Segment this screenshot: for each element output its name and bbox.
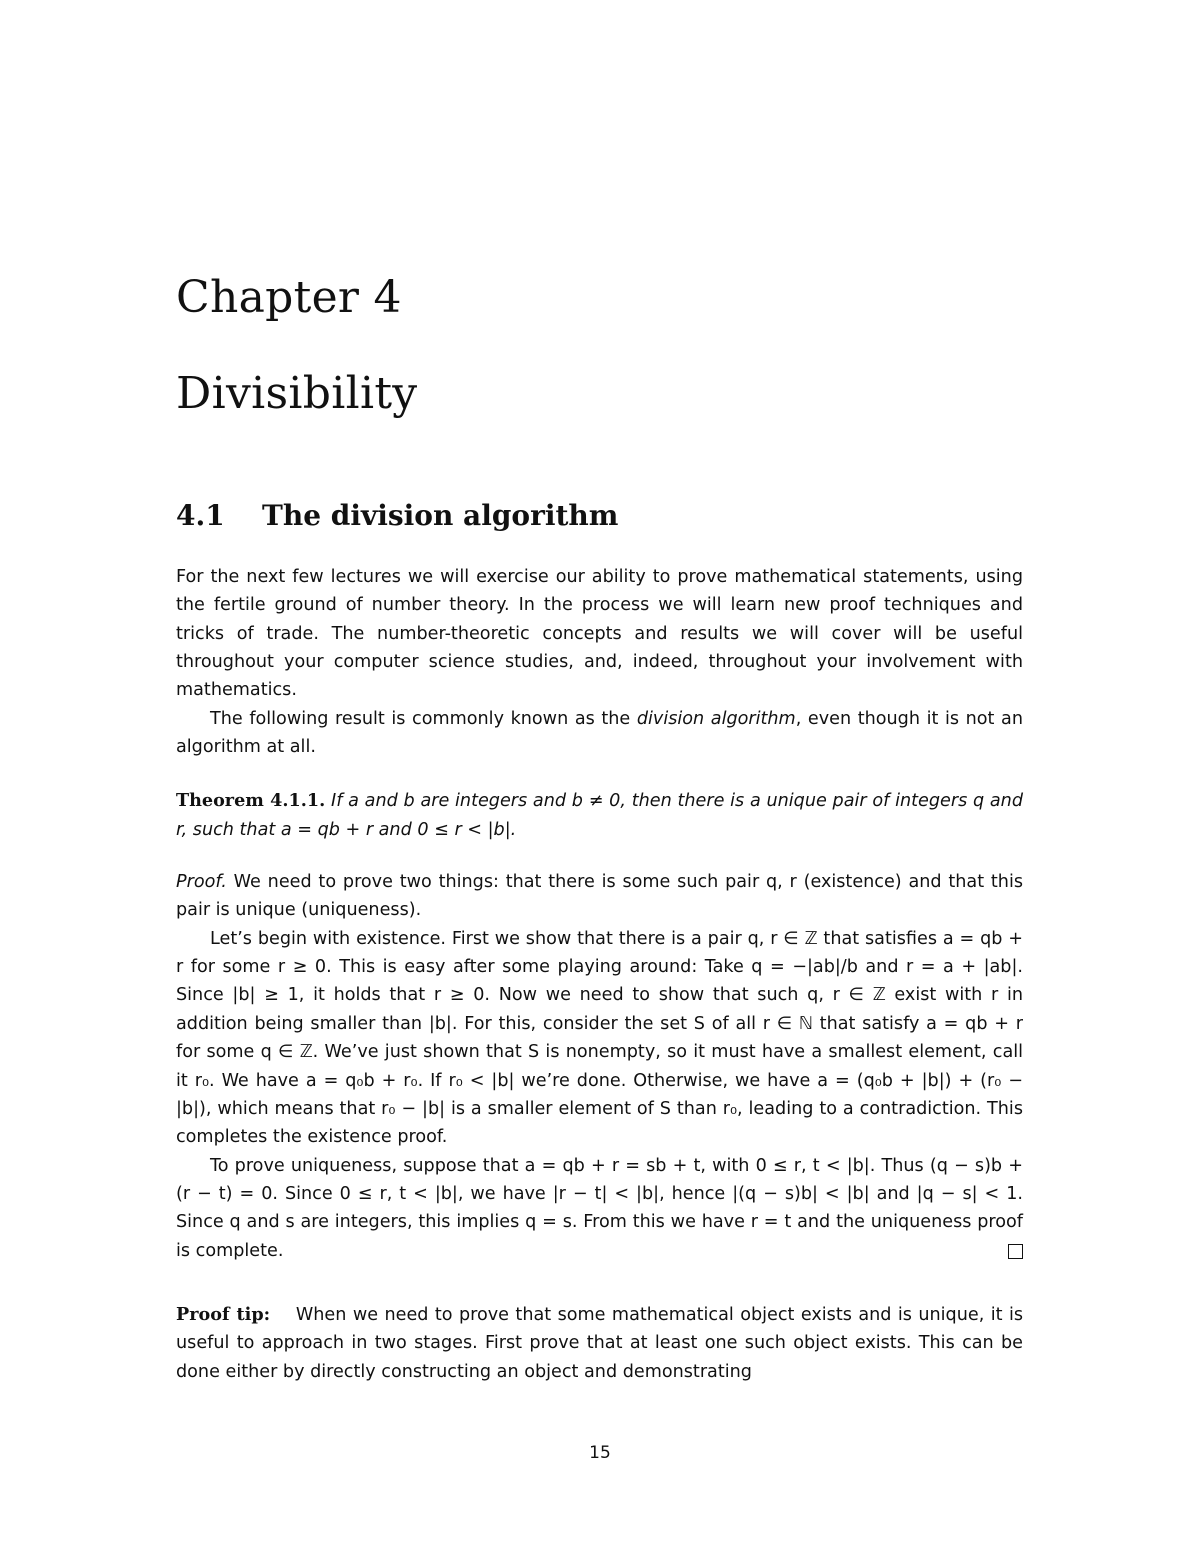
proof-tip bbox=[176, 1301, 1023, 1386]
body-text bbox=[176, 563, 1023, 1386]
paragraph-text-before: The following result is commonly known as the bbox=[210, 708, 637, 729]
theorem-label: Theorem 4.1.1. bbox=[176, 790, 326, 812]
proof-text-3: To prove uniqueness, suppose that a = qb + r = sb + t, with 0 ≤ r, t < |b|. Thus (q − s)b + (r − t) = 0. Since 0 ≤ r, t < |b|, we have |r − t| < |b|, hence |(q − s)b| < |b| and |q − s| < 1. Since q and s are integers, this implies q = s. From this we have r = t and the uniqueness proof is complete. bbox=[176, 1155, 1023, 1261]
proof-paragraph-2: Let’s begin with existence. First we show that there is a pair q, r ∈ ℤ that satisfies a = qb + r for some r ≥ 0. This is easy after some playing around: Take q = −|ab|/b and r = a + |ab|. Since |b| ≥ 1, it holds that r ≥ 0. Now we need to show that such q, r ∈ ℤ exist with r in addition being smaller than |b|. For this, consider the set S of all r ∈ ℕ that satisfy a = qb + r for some q ∈ ℤ. We’ve just shown that S is nonempty, so it must have a smallest element, call it r₀. We have a = q₀b + r₀. If r₀ < |b| we’re done. Otherwise, we have a = (q₀b + |b|) + (r₀ − |b|), which means that r₀ − |b| is a smaller element of S than r₀, leading to a contradiction. This completes the existence proof. bbox=[176, 928, 1023, 1148]
division-algorithm-paragraph bbox=[176, 705, 1023, 762]
intro-paragraph: For the next few lectures we will exercise our ability to prove mathematical statements, using the fertile ground of number theory. In the process we will learn new proof techniques and tricks of trade. The number-theoretic concepts and results we will cover will be useful throughout your computer science studies, and, indeed, throughout your involvement with mathematics. bbox=[176, 567, 1023, 701]
proof-tip-label: Proof tip: bbox=[176, 1303, 271, 1325]
qed-square-icon bbox=[1008, 1244, 1023, 1259]
proof-text-1: We need to prove two things: that there is some such pair q, r (existence) and that this pair is unique (uniqueness). bbox=[176, 872, 1024, 921]
theorem bbox=[176, 787, 1023, 844]
proof-paragraph-3 bbox=[176, 1152, 1023, 1265]
section-number: 4.1 bbox=[176, 499, 225, 532]
section-title: The division algorithm bbox=[262, 499, 619, 532]
section-heading bbox=[176, 499, 619, 532]
proof-paragraph-1 bbox=[176, 868, 1023, 925]
proof-label: Proof. bbox=[176, 872, 227, 893]
proof-tip-text: When we need to prove that some mathematical object exists and is unique, it is useful to approach in two stages. First prove that at least one such object exists. This can be done either by directly constructing an object and demonstrating bbox=[176, 1304, 1023, 1382]
chapter-title: Divisibility bbox=[176, 368, 418, 419]
theorem-statement: If a and b are integers and b ≠ 0, then there is a unique pair of integers q and r, such that a = qb + r and 0 ≤ r < |b|. bbox=[176, 791, 1023, 840]
chapter-label: Chapter 4 bbox=[176, 272, 402, 323]
paragraph-text-after: , even though it is not an algorithm at all. bbox=[176, 708, 1023, 758]
page-number: 15 bbox=[589, 1443, 611, 1463]
emphasized-term: division algorithm bbox=[636, 708, 796, 729]
